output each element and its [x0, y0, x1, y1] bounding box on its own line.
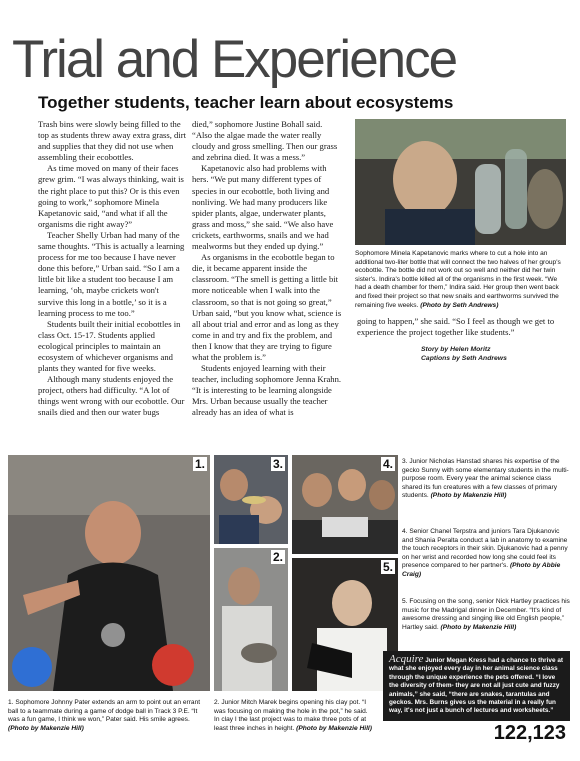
story-paragraph: Students enjoyed learning with their teacher, including sophomore Jenna Krahn. “It is interesting to be learning alongside Mrs. Urban because usually the teacher already has an idea of what is — [192, 363, 342, 418]
caption-5: 5. Focusing on the song, senior Nick Hartley practices his music for the Madrigal dinner in December. “It's kind of awesome dressing and singing like old English people,” Hartley said. (Photo by Makenzie Hill) — [402, 598, 570, 631]
photo-credit: (Photo by Makenzie Hill) — [296, 724, 372, 732]
main-photo-ecobottle — [355, 119, 566, 245]
photo-3-gecko — [214, 455, 288, 544]
clay-photo-illustration — [214, 548, 288, 691]
photo-number: 4. — [382, 457, 393, 471]
story-column-2 — [192, 119, 342, 419]
photo-number: 5. — [382, 560, 393, 574]
page-subtitle: Together students, teacher learn about ecosystems — [38, 93, 454, 112]
photo-number: 1. — [194, 457, 205, 471]
story-paragraph: Kapetanovic also had problems with hers. “We put many different types of species in our ecobottle, both living and nonliving. We had many producers like spider plants, algae, underwater plants, grass and moss,” she said. “We also have crickets, earthworms, snails and we had mealworms but they ended up dying.” — [192, 163, 334, 252]
acquire-tag: Acquire — [389, 653, 424, 665]
caption-2: 2. Junior Mitch Marek begins opening his clay pot. “I was focusing on making the hole in the pot,” he said. In clay I the last project was to make three pots of at least three inches in height. (Photo by Makenzie Hill) — [214, 699, 372, 732]
photo-4-anatomy-lab — [292, 455, 398, 554]
photo-credit: (Photo by Makenzie Hill) — [440, 623, 517, 631]
caption-3: 3. Junior Nicholas Hanstad shares his expertise of the gecko Sunny with some elementary students in the multi-purpose room. Every year the animal science class shared its fun creatures with a few classes of primary students. (Photo by Makenzie Hill) — [402, 458, 569, 500]
page-numbers: 122,123 — [493, 722, 566, 744]
main-photo-caption: Sophomore Minela Kapetanovic marks where to cut a hole into an additional two-liter bottle that will connect the two halves of her group's ecobottle. The bottle did not work out so well and neither did her twin sister's. Indira's bottle killed all of the organisms in the first week. “We had a death chamber for them,” Indira said. Her group then went back and fixed their project so that new snails and earthworms survived the remaining five weeks. (Photo by Seth Andrews) — [355, 250, 561, 309]
ecobottle-photo-illustration — [355, 119, 566, 245]
caption-4: 4. Senior Chanel Terpstra and juniors Tara Djukanovic and Shania Peralta conduct a lab in anatomy to examine the touch receptors in their skin. Djukanovic had a penny on her wrist and recorded how long she could feel its presence compared to her partner's. (Photo by Abbie Craig) — [402, 528, 568, 578]
captions-byline: Captions by Seth Andrews — [421, 355, 507, 362]
story-paragraph: died,” sophomore Justine Bohall said. “Also the algae made the water really cloudy and gross smelling. Then our grass and zebrina died. It was a mess.” — [192, 119, 338, 163]
byline — [421, 345, 561, 363]
story-paragraph: Teacher Shelly Urban had many of the same thoughts. “This is actually a learning process for me too because I have never done this before,” Urban said. “So I am a little bit like a student too because I am learning, ‘oh, maybe crickets won't survive this long in a bottle,’ so it is a learning process to me too.” — [38, 229, 185, 318]
story-column-3 — [357, 316, 567, 338]
story-byline: Story by Helen Moritz — [421, 346, 491, 353]
story-paragraph: Although many students enjoyed the project, others had difficulty. “A lot of things went wrong with our ecobottle. Our snails died and then our water bugs — [38, 374, 185, 418]
photo-credit: (Photo by Abbie Craig) — [402, 562, 561, 578]
photo-credit: (Photo by Makenzie Hill) — [8, 724, 84, 732]
story-column-1 — [38, 119, 186, 419]
story-paragraph: Trash bins were slowly being filled to the top as students threw away extra grass, dirt and supplies that they did not use when assembling their ecobottles. — [38, 119, 186, 163]
photo-number: 3. — [272, 457, 283, 471]
story-paragraph: As organisms in the ecobottle began to die, it became apparent inside the classroom. “The smell is getting a little bit more noticeable when I walk into the classroom, so that is not going so great,” Urban said, “but you know what, science is all about trial and error and as long as they come in and try and fix the problem, and then I know that they are trying to figure what the problem is.” — [192, 252, 342, 362]
photo-1-dodgeball — [8, 455, 210, 691]
acquire-box — [383, 651, 570, 721]
photo-number: 2. — [272, 550, 283, 564]
acquire-text: Junior Megan Kress had a chance to thrive at what she enjoyed every day in her animal science class through the unique experience the pets offered. “I love the diversity of them- they are not all just cute and fuzzy animals,” she said, “there are snakes, tarantulas and geckos. Mrs. Burns gives us the material in a really fun way, it's not just a bunch of lectures and worksheets.” — [389, 657, 563, 715]
dodgeball-photo-illustration — [8, 455, 210, 691]
photo-credit: (Photo by Makenzie Hill) — [430, 492, 507, 500]
story-paragraph: As time moved on many of their faces grew grim. “I was always thinking, wait is the right place to put this? Or is this even going to work,” sophomore Minela Kapetanovic said, “and what if all the organisms die right away?” — [38, 163, 184, 229]
story-paragraph: going to happen,” she said. “So I feel as though we get to experience the project together like students.” — [357, 316, 555, 338]
photo-2-clay — [214, 548, 288, 691]
story-paragraph: Students built their initial ecobottles in class Oct. 15-17. Students applied ecological principles to maintain an ecosystem of whichever organisms and plants they wanted for five weeks. — [38, 318, 181, 374]
photo-credit: (Photo by Seth Andrews) — [420, 301, 499, 309]
caption-1: 1. Sophomore Johnny Pater extends an arm to point out an errant ball to a teammate during a game of dodge ball in Track 3 P.E. “It was a fun game, I think we won,” Pater said. His smile agrees. (Photo by Makenzie Hill) — [8, 699, 201, 732]
page-title: Trial and Experience — [12, 30, 457, 89]
